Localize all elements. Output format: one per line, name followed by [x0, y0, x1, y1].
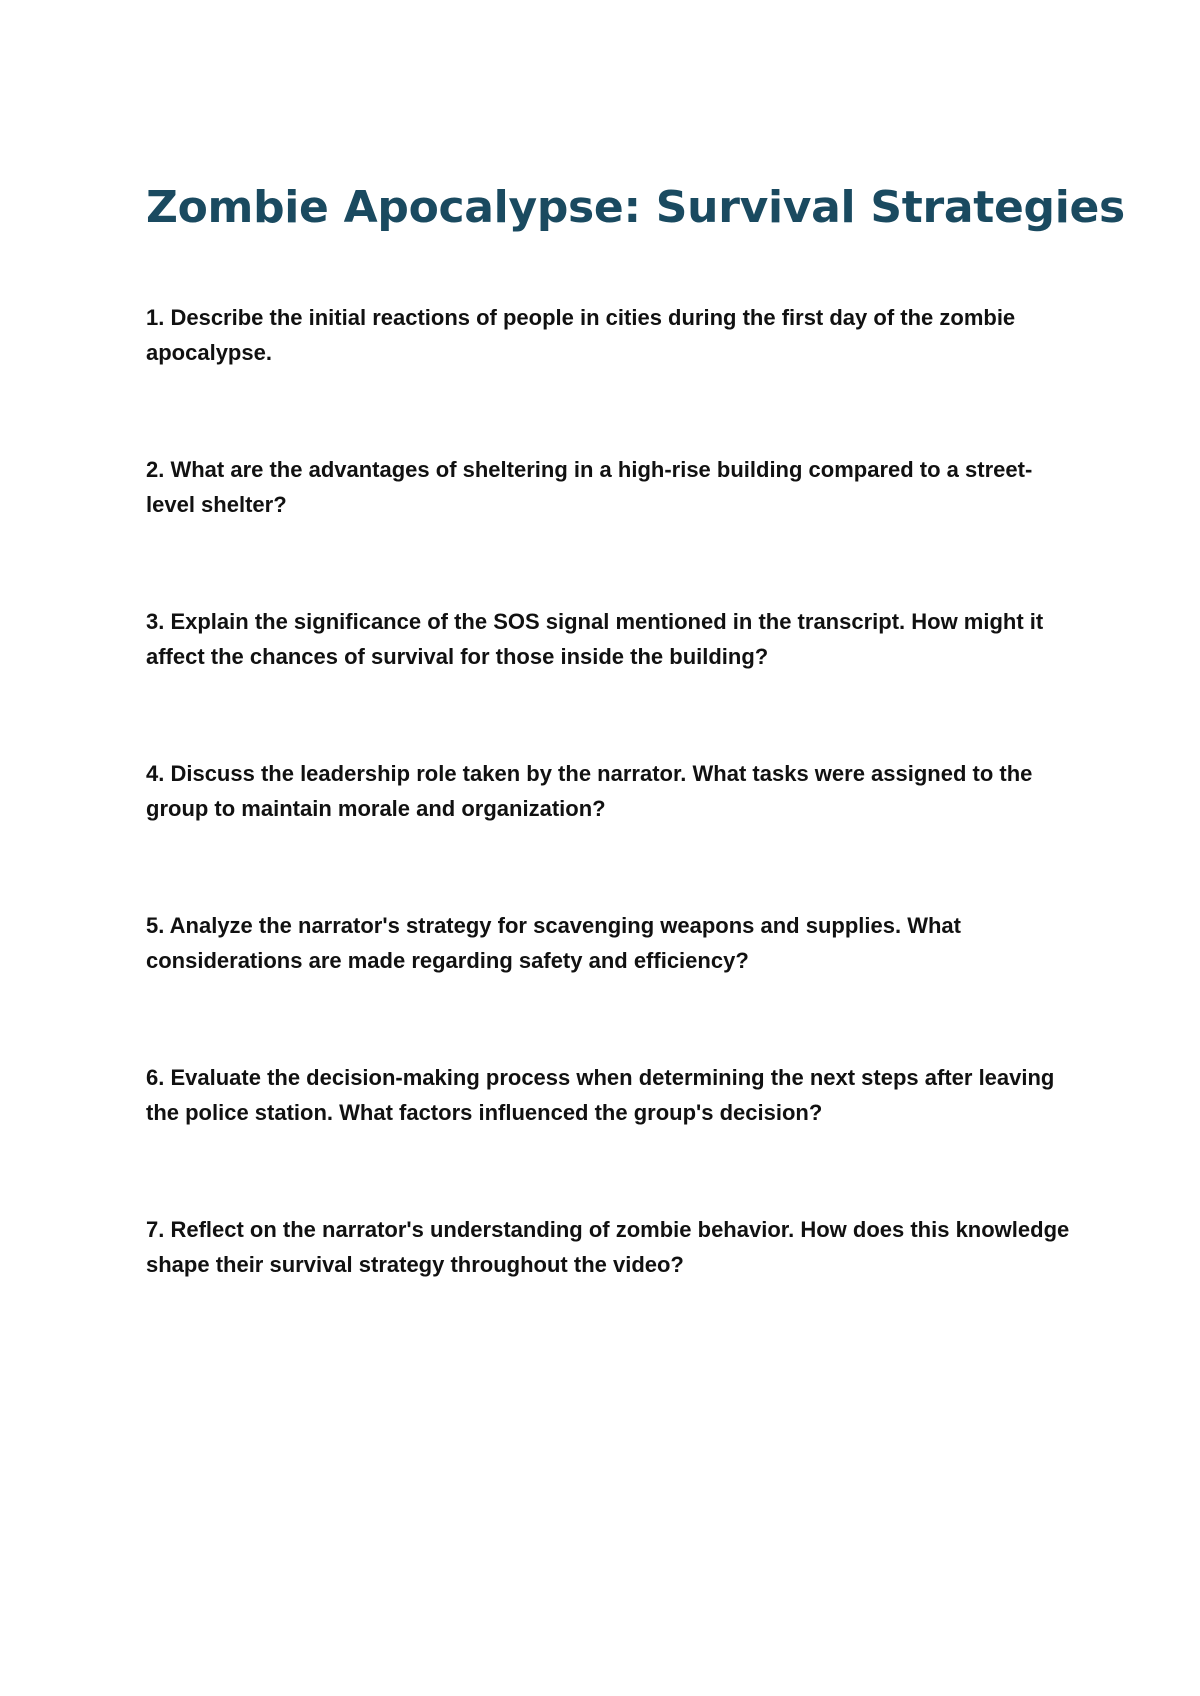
- question-item: 3. Explain the significance of the SOS signal mentioned in the transcript. How might it affect the chances of survival for those inside the building?: [146, 609, 1044, 669]
- question-item: 4. Discuss the leadership role taken by the narrator. What tasks were assigned to the group to maintain morale and organization?: [146, 761, 1033, 821]
- question-item: 6. Evaluate the decision-making process when determining the next steps after leaving the police station. What factors influenced the group's decision?: [146, 1065, 1055, 1125]
- page-title: Zombie Apocalypse: Survival Strategies: [146, 182, 1125, 233]
- question-item: 2. What are the advantages of sheltering in a high-rise building compared to a street-level shelter?: [146, 457, 1033, 517]
- question-item: 5. Analyze the narrator's strategy for scavenging weapons and supplies. What considerations are made regarding safety and efficiency?: [146, 913, 961, 973]
- question-item: 1. Describe the initial reactions of people in cities during the first day of the zombie apocalypse.: [146, 305, 1016, 365]
- question-item: 7. Reflect on the narrator's understanding of zombie behavior. How does this knowledge shape their survival strategy throughout the video?: [146, 1217, 1070, 1277]
- question-list: [146, 300, 1070, 1364]
